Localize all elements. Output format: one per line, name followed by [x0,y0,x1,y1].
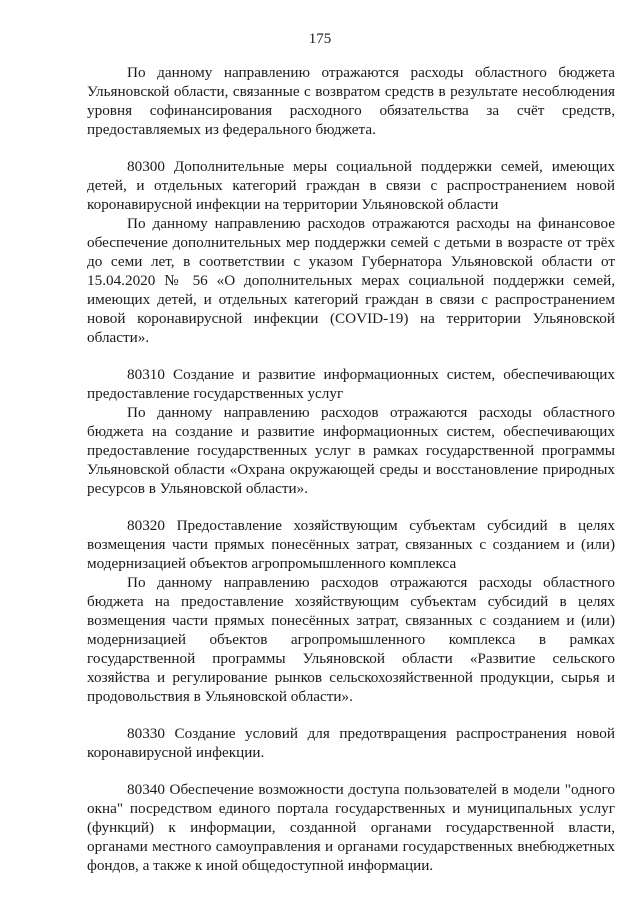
section-heading: 80320 Предоставление хозяйствующим субъектам субсидий в целях возмещения части прямых понесённых затрат, связанных с созданием и (или) модернизацией объектов агропромышленного комплекса [87,517,615,572]
section-heading: 80300 Дополнительные меры социальной поддержки семей, имеющих детей, и отдельных категорий граждан в связи с распространением новой коронавирусной инфекции на территории Ульяновской области [87,158,615,213]
section-heading: 80330 Создание условий для предотвращения распространения новой коронавирусной инфекции. [87,725,615,761]
paragraph: По данному направлению расходов отражаются расходы на финансовое обеспечение дополнительных мер поддержки семей с детьми в возрасте от трёх до семи лет, в соответствии с указом Губернатора Ульяновской области от 15.04.2020 № 56 «О дополнительных мерах социальной поддержки семей, имеющих детей, и отдельных категорий граждан в связи с распространением новой коронавирусной инфекции (COVID-19) на территории Ульяновской области». [87,215,615,346]
section-refund-cofinancing [87,63,615,139]
section-80310 [87,365,615,498]
section-80330 [87,724,615,762]
section-heading: 80340 Обеспечение возможности доступа пользователей в модели "одного окна" посредством единого портала государственных и муниципальных услуг (функций) к информации, созданной органами государственной власти, органами местного самоуправления и органами государственных внебюджетных фондов, а также к иной общедоступной информации. [87,781,615,874]
section-80340 [87,780,615,875]
paragraph: По данному направлению отражаются расходы областного бюджета Ульяновской области, связанные с возвратом средств в результате несоблюдения уровня софинансирования расходного обязательства за счёт средств, предоставляемых из федерального бюджета. [87,64,615,138]
page-number: 175 [308,31,332,47]
paragraph: По данному направлению расходов отражаются расходы областного бюджета на создание и развитие информационных систем, обеспечивающих предоставление государственных услуг в рамках государственной программы Ульяновской области «Охрана окружающей среды и восстановление природных ресурсов в Ульяновской области». [87,404,615,497]
document-body [87,63,615,893]
section-heading: 80310 Создание и развитие информационных систем, обеспечивающих предоставление государственных услуг [87,366,615,402]
paragraph: По данному направлению расходов отражаются расходы областного бюджета на предоставление хозяйствующим субъектам субсидий в целях возмещения части прямых понесённых затрат, связанных с созданием и (или) модернизацией объектов агропромышленного комплекса в рамках государственной программы Ульяновской области «Развитие сельского хозяйства и регулирование рынков сельскохозяйственной продукции, сырья и продовольствия в Ульяновской области». [87,574,615,705]
section-80300 [87,157,615,347]
section-80320 [87,516,615,706]
